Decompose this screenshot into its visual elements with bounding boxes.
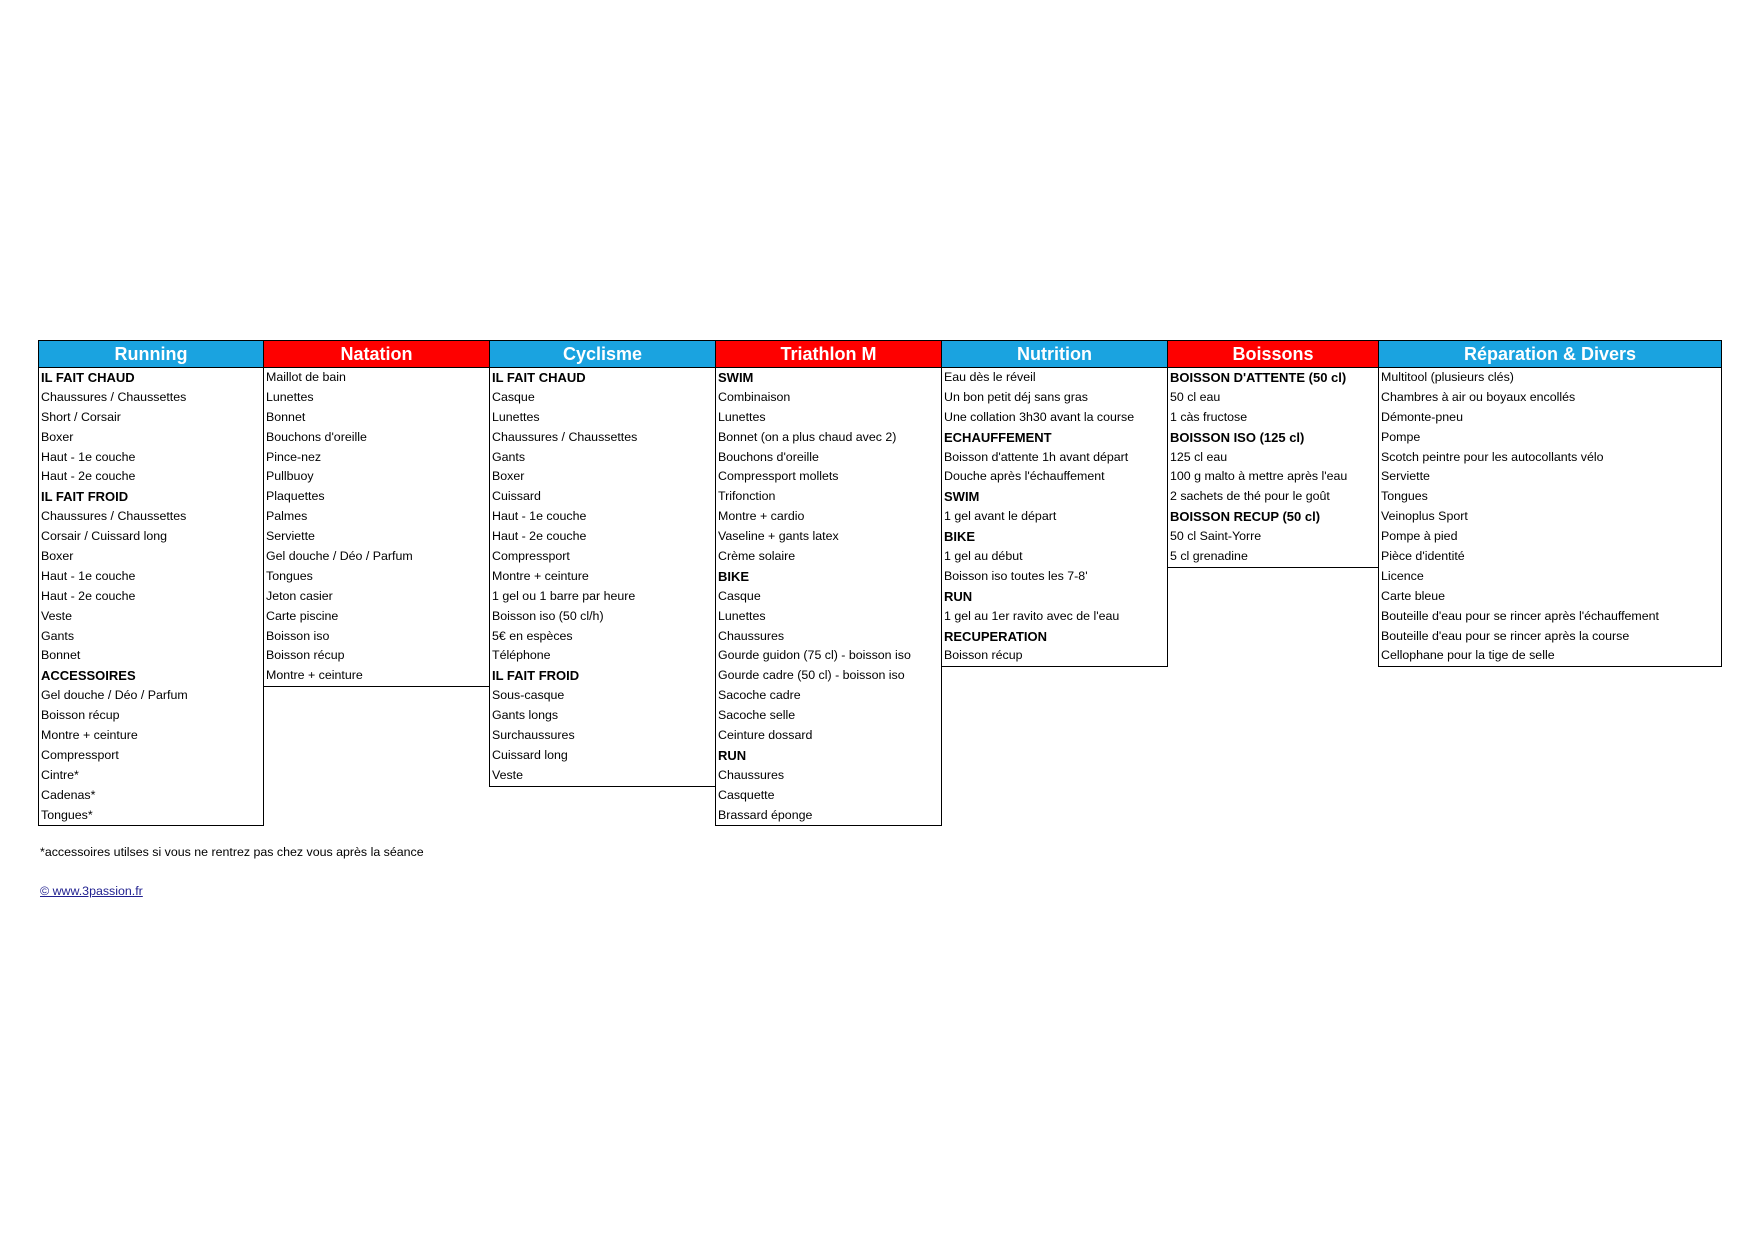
list-item: Compressport: [492, 549, 570, 564]
list-item: Sacoche cadre: [718, 688, 801, 703]
list-item: 1 gel ou 1 barre par heure: [492, 588, 636, 603]
list-item: 5€ en espèces: [492, 628, 573, 643]
column-header: Cyclisme: [490, 341, 715, 368]
section-heading: BIKE: [944, 529, 976, 545]
list-item: 50 cl eau: [1170, 389, 1221, 404]
list-item: 5 cl grenadine: [1170, 549, 1248, 564]
column-rows: [1379, 368, 1721, 666]
list-item: 1 gel au 1er ravito avec de l'eau: [944, 608, 1120, 623]
list-item: Veste: [492, 767, 524, 782]
list-item: Licence: [1381, 568, 1424, 583]
list-item: Veste: [41, 608, 73, 623]
section-heading: ACCESSOIRES: [41, 668, 136, 684]
list-item: Gourde cadre (50 cl) - boisson iso: [718, 668, 905, 683]
column-nutrition: [941, 340, 1168, 667]
list-item: Haut - 1e couche: [41, 568, 136, 583]
website-link[interactable]: © www.3passion.fr: [40, 884, 143, 898]
list-item: 100 g malto à mettre après l'eau: [1170, 469, 1348, 484]
list-item: Palmes: [266, 509, 308, 524]
section-heading: ECHAUFFEMENT: [944, 429, 1052, 445]
list-item: Serviette: [1381, 469, 1430, 484]
list-item: Boisson iso: [266, 628, 330, 643]
list-item: Serviette: [266, 529, 315, 544]
column-rows: [716, 368, 941, 825]
list-item: Boisson récup: [944, 648, 1023, 663]
section-heading: BOISSON ISO (125 cl): [1170, 429, 1305, 445]
list-item: Démonte-pneu: [1381, 409, 1463, 424]
list-item: Surchaussures: [492, 728, 575, 743]
list-item: Gants: [492, 449, 526, 464]
list-item: Douche après l'échauffement: [944, 469, 1105, 484]
list-item: Bonnet: [266, 409, 306, 424]
column-triathlon-m: [715, 340, 942, 826]
section-heading: BOISSON D'ATTENTE (50 cl): [1170, 370, 1347, 385]
list-item: Casque: [718, 588, 761, 603]
list-item: Bouchons d'oreille: [266, 429, 367, 444]
list-item: Corsair / Cuissard long: [41, 529, 168, 544]
list-item: Vaseline + gants latex: [718, 529, 839, 544]
section-heading: SWIM: [718, 370, 754, 385]
list-item: Haut - 1e couche: [492, 509, 587, 524]
section-heading: RUN: [718, 747, 747, 763]
column-running: [38, 340, 264, 826]
list-item: Pompe à pied: [1381, 529, 1458, 544]
list-item: Montre + ceinture: [266, 668, 363, 683]
list-item: Pince-nez: [266, 449, 322, 464]
list-item: Cellophane pour la tige de selle: [1381, 648, 1555, 663]
column-rows: [39, 368, 263, 825]
list-item: Cintre*: [41, 767, 79, 782]
footnote: *accessoires utilses si vous ne rentrez pas chez vous après la séance: [40, 845, 424, 859]
list-item: Multitool (plusieurs clés): [1381, 370, 1514, 384]
list-item: Bonnet (on a plus chaud avec 2): [718, 429, 897, 444]
list-item: Chaussures / Chaussettes: [41, 389, 187, 404]
list-item: Boisson récup: [266, 648, 345, 663]
column-header: Réparation & Divers: [1379, 341, 1721, 368]
list-item: Lunettes: [718, 409, 766, 424]
list-item: Scotch peintre pour les autocollants vélo: [1381, 449, 1604, 464]
list-item: Sacoche selle: [718, 708, 796, 723]
list-item: 2 sachets de thé pour le goût: [1170, 489, 1330, 504]
column-header: Running: [39, 341, 263, 368]
list-item: 50 cl Saint-Yorre: [1170, 529, 1262, 544]
list-item: Cuissard long: [492, 747, 568, 762]
list-item: Gants longs: [492, 708, 559, 723]
list-item: Compressport: [41, 747, 119, 762]
list-item: Montre + ceinture: [492, 568, 589, 583]
list-item: Cuissard: [492, 489, 541, 504]
section-heading: BIKE: [718, 568, 750, 584]
list-item: Chaussures / Chaussettes: [492, 429, 638, 444]
list-item: Plaquettes: [266, 489, 325, 504]
column-boissons: [1167, 340, 1379, 568]
list-item: Bouteille d'eau pour se rincer après l'échauffement: [1381, 608, 1659, 623]
list-item: Pièce d'identité: [1381, 549, 1465, 564]
section-heading: RUN: [944, 588, 973, 604]
list-item: Haut - 2e couche: [41, 469, 136, 484]
list-item: Un bon petit déj sans gras: [944, 389, 1088, 404]
list-item: Lunettes: [718, 608, 766, 623]
list-item: Chaussures: [718, 628, 785, 643]
list-item: Short / Corsair: [41, 409, 121, 424]
section-heading: IL FAIT FROID: [492, 668, 580, 684]
column-header: Nutrition: [942, 341, 1167, 368]
list-item: Combinaison: [718, 389, 791, 404]
list-item: Gants: [41, 628, 75, 643]
section-heading: SWIM: [944, 489, 980, 505]
list-item: Casquette: [718, 787, 775, 802]
list-item: Boisson iso (50 cl/h): [492, 608, 604, 623]
list-item: Lunettes: [266, 389, 314, 404]
column-header: Natation: [264, 341, 489, 368]
list-item: Boisson récup: [41, 708, 120, 723]
list-item: Tongues: [1381, 489, 1428, 504]
column-r-paration-divers: [1378, 340, 1722, 667]
list-item: Chaussures / Chaussettes: [41, 509, 187, 524]
list-item: Haut - 1e couche: [41, 449, 136, 464]
list-item: Montre + cardio: [718, 509, 805, 524]
list-item: Boxer: [41, 549, 74, 564]
list-item: Brassard éponge: [718, 807, 813, 822]
list-item: Boisson iso toutes les 7-8': [944, 568, 1088, 583]
list-item: 1 càs fructose: [1170, 409, 1248, 424]
column-rows: [264, 368, 489, 686]
list-item: Maillot de bain: [266, 370, 346, 384]
list-item: Boxer: [492, 469, 525, 484]
column-natation: [263, 340, 490, 687]
list-item: Bonnet: [41, 648, 81, 663]
column-rows: [490, 368, 715, 786]
list-item: Eau dès le réveil: [944, 370, 1036, 384]
list-item: Chambres à air ou boyaux encollés: [1381, 389, 1576, 404]
list-item: Crème solaire: [718, 549, 796, 564]
list-item: Tongues*: [41, 807, 93, 822]
list-item: Pompe: [1381, 429, 1421, 444]
list-item: Sous-casque: [492, 688, 565, 703]
list-item: Lunettes: [492, 409, 540, 424]
list-item: 1 gel avant le départ: [944, 509, 1057, 524]
list-item: Haut - 2e couche: [41, 588, 136, 603]
checklist-sheet: [38, 340, 1721, 826]
list-item: 1 gel au début: [944, 549, 1023, 564]
column-cyclisme: [489, 340, 716, 787]
list-item: Gel douche / Déo / Parfum: [41, 688, 188, 703]
list-item: Veinoplus Sport: [1381, 509, 1468, 524]
list-item: Carte piscine: [266, 608, 339, 623]
list-item: Cadenas*: [41, 787, 96, 802]
section-heading: IL FAIT CHAUD: [492, 370, 586, 385]
list-item: Montre + ceinture: [41, 728, 138, 743]
list-item: Boxer: [41, 429, 74, 444]
column-rows: [1168, 368, 1378, 567]
list-item: Compressport mollets: [718, 469, 839, 484]
list-item: Une collation 3h30 avant la course: [944, 409, 1135, 424]
list-item: Tongues: [266, 568, 313, 583]
list-item: Boisson d'attente 1h avant départ: [944, 449, 1129, 464]
list-item: 125 cl eau: [1170, 449, 1228, 464]
section-heading: BOISSON RECUP (50 cl): [1170, 509, 1321, 525]
list-item: Pullbuoy: [266, 469, 314, 484]
list-item: Gourde guidon (75 cl) - boisson iso: [718, 648, 911, 663]
list-item: Haut - 2e couche: [492, 529, 587, 544]
column-rows: [942, 368, 1167, 666]
section-heading: RECUPERATION: [944, 628, 1048, 644]
list-item: Casque: [492, 389, 535, 404]
list-item: Chaussures: [718, 767, 785, 782]
list-item: Téléphone: [492, 648, 551, 663]
list-item: Carte bleue: [1381, 588, 1446, 603]
list-item: Bouteille d'eau pour se rincer après la course: [1381, 628, 1630, 643]
list-item: Bouchons d'oreille: [718, 449, 819, 464]
column-header: Boissons: [1168, 341, 1378, 368]
column-header: Triathlon M: [716, 341, 941, 368]
list-item: Trifonction: [718, 489, 776, 504]
list-item: Ceinture dossard: [718, 728, 813, 743]
section-heading: IL FAIT FROID: [41, 489, 129, 505]
list-item: Jeton casier: [266, 588, 333, 603]
list-item: Gel douche / Déo / Parfum: [266, 549, 413, 564]
section-heading: IL FAIT CHAUD: [41, 370, 135, 385]
